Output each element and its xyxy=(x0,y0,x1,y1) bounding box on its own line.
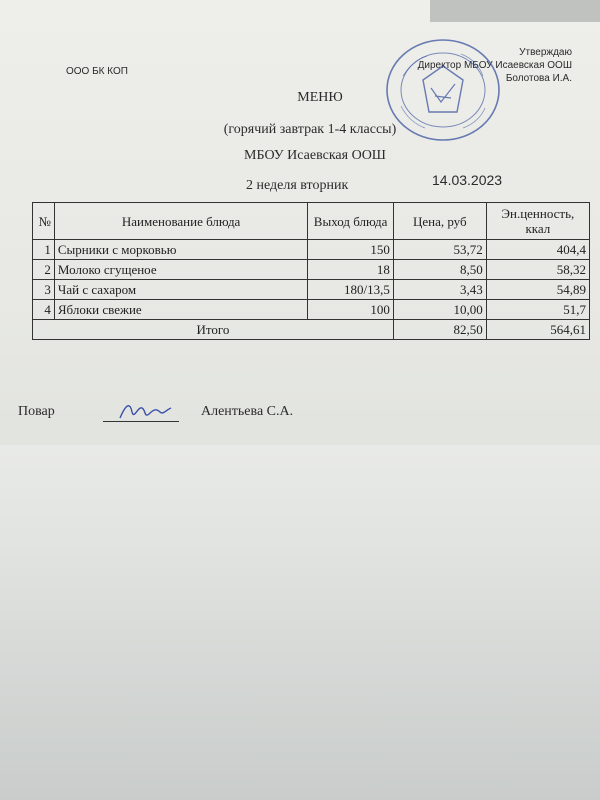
cell-energy: 404,4 xyxy=(486,240,589,260)
school-name: МБОУ Исаевская ООШ xyxy=(244,148,386,163)
cell-price: 3,43 xyxy=(393,280,486,300)
header-price: Цена, руб xyxy=(393,203,486,240)
menu-date: 14.03.2023 xyxy=(432,172,503,188)
table-header-row xyxy=(33,203,590,240)
total-energy: 564,61 xyxy=(486,320,589,340)
cell-portion: 18 xyxy=(308,260,394,280)
cell-energy: 51,7 xyxy=(486,300,589,320)
cell-dish-name: Чай с сахаром xyxy=(54,280,307,300)
table-row xyxy=(33,260,590,280)
cook-name: Алентьева С.А. xyxy=(201,404,294,419)
table-total-row xyxy=(33,320,590,340)
cell-dish-name: Сырники с морковью xyxy=(54,240,307,260)
total-label: Итого xyxy=(33,320,394,340)
table-row xyxy=(33,240,590,260)
cell-number: 2 xyxy=(33,260,55,280)
cell-number: 1 xyxy=(33,240,55,260)
cell-price: 10,00 xyxy=(393,300,486,320)
total-price: 82,50 xyxy=(393,320,486,340)
cell-price: 8,50 xyxy=(393,260,486,280)
cell-dish-name: Яблоки свежие xyxy=(54,300,307,320)
cell-price: 53,72 xyxy=(393,240,486,260)
approval-line-3: Болотова И.А. xyxy=(505,73,572,84)
header-dish-name: Наименование блюда xyxy=(54,203,307,240)
cell-portion: 180/13,5 xyxy=(308,280,394,300)
menu-subtitle: (горячий завтрак 1-4 классы) xyxy=(223,122,397,137)
menu-title: МЕНЮ xyxy=(297,90,343,105)
cook-label: Повар xyxy=(18,404,55,419)
header-portion: Выход блюда xyxy=(308,203,394,240)
background-strip xyxy=(430,0,600,22)
approval-line-2: Директор МБОУ Исаевская ООШ xyxy=(417,60,572,71)
organization-name: ООО БК КОП xyxy=(66,66,128,77)
signature-icon xyxy=(116,398,174,424)
cell-dish-name: Молоко сгущеное xyxy=(54,260,307,280)
cell-portion: 150 xyxy=(308,240,394,260)
approval-line-1: Утверждаю xyxy=(519,47,572,58)
cell-portion: 100 xyxy=(308,300,394,320)
header-number: № xyxy=(33,203,55,240)
cell-number: 3 xyxy=(33,280,55,300)
cell-energy: 54,89 xyxy=(486,280,589,300)
cell-energy: 58,32 xyxy=(486,260,589,280)
table-row xyxy=(33,300,590,320)
menu-table xyxy=(32,202,590,340)
table-row xyxy=(33,280,590,300)
plastic-sleeve xyxy=(0,445,600,800)
week-day: 2 неделя вторник xyxy=(246,178,349,193)
header-energy: Эн.ценность, ккал xyxy=(486,203,589,240)
cell-number: 4 xyxy=(33,300,55,320)
